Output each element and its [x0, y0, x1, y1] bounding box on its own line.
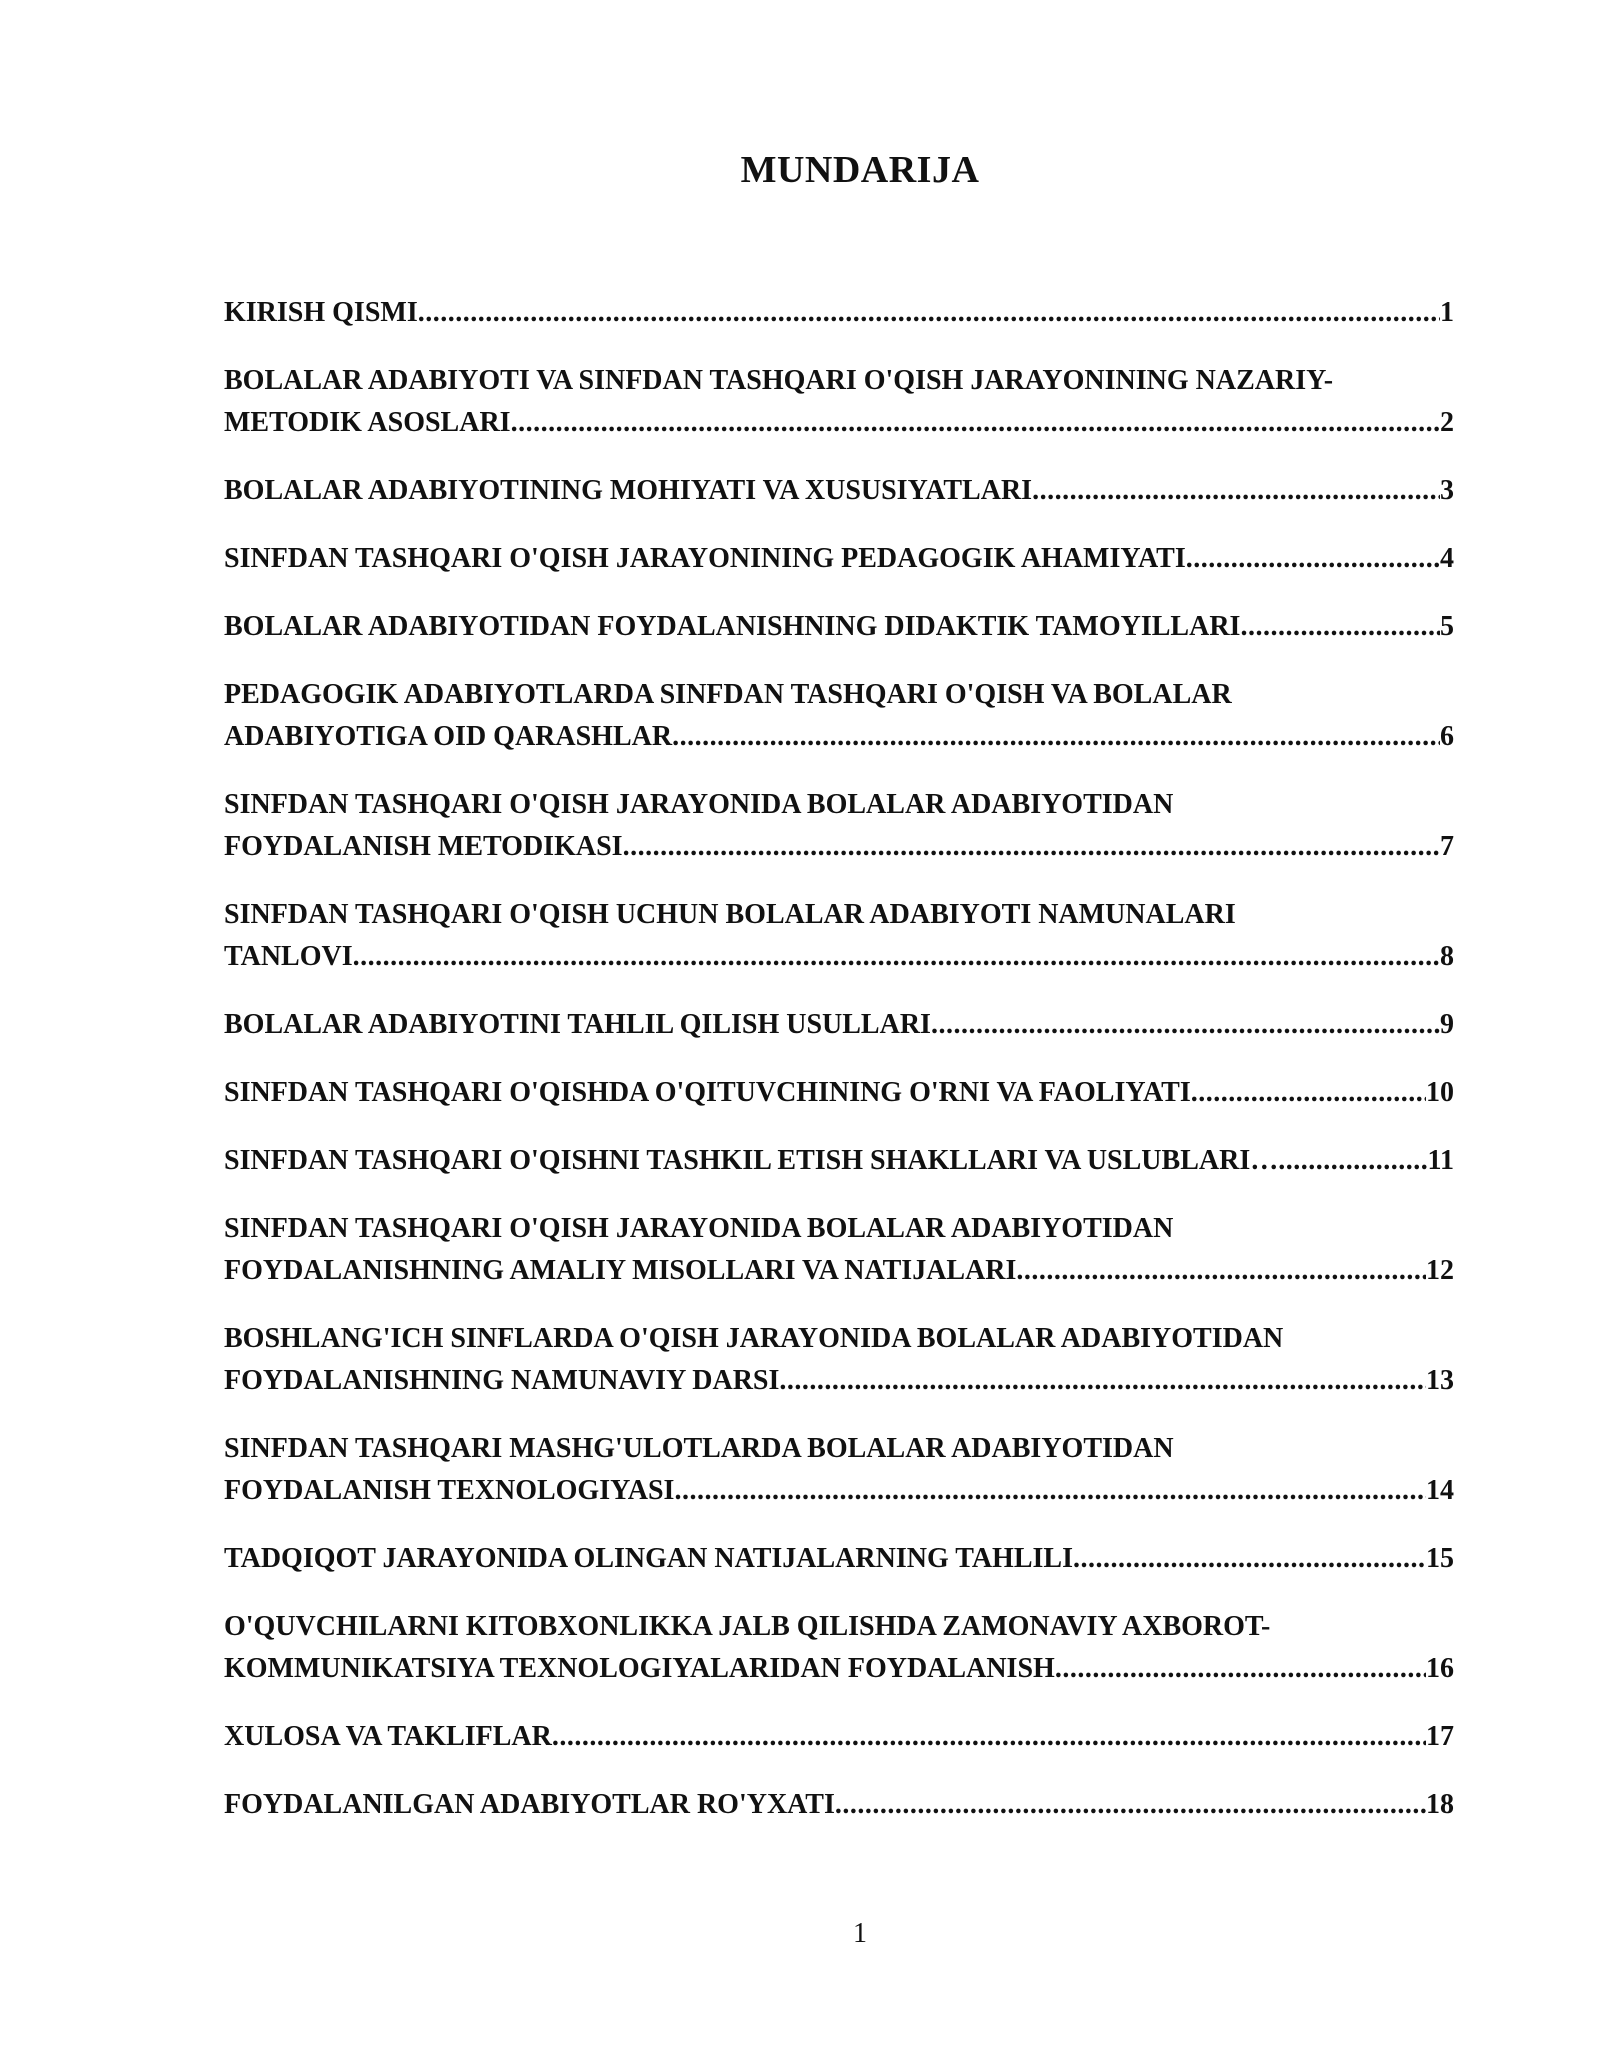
toc-page-number: 13 [1426, 1365, 1454, 1396]
toc-entry-line [224, 1072, 1454, 1114]
toc-entry-line [224, 936, 1454, 978]
toc-entry-title: BOLALAR ADABIYOTIDAN FOYDALANISHNING DIDAKTIK TAMOYILLARI [224, 611, 1241, 642]
toc-page-number: 1 [1440, 297, 1454, 328]
toc-dot-leader [623, 826, 1440, 868]
toc-entry-title: SINFDAN TASHQARI O'QISHNI TASHKIL ETISH SHAKLLARI VA USLUBLARI… [224, 1145, 1279, 1176]
toc-entry-title: SINFDAN TASHQARI O'QISHDA O'QITUVCHINING O'RNI VA FAOLIYATI [224, 1077, 1191, 1108]
toc-entry[interactable] [224, 1784, 1454, 1826]
toc-page-number: 12 [1426, 1255, 1454, 1286]
toc-entry[interactable] [224, 1428, 1454, 1512]
toc-page-number: 8 [1440, 941, 1454, 972]
toc-entry-line [224, 1538, 1454, 1580]
toc-entry-title: TADQIQOT JARAYONIDA OLINGAN NATIJALARNING TAHLILI [224, 1543, 1073, 1574]
toc-dot-leader [1186, 538, 1440, 580]
toc-entry-line [224, 538, 1454, 580]
toc-entry-title: BOLALAR ADABIYOTINI TAHLIL QILISH USULLARI [224, 1009, 931, 1040]
toc-page-number: 18 [1426, 1789, 1454, 1820]
toc-dot-leader [779, 1360, 1426, 1402]
toc-entry-title: FOYDALANISH METODIKASI [224, 831, 623, 862]
toc-dot-leader [1055, 1648, 1426, 1690]
toc-entry[interactable] [224, 674, 1454, 758]
toc-dot-leader [835, 1784, 1426, 1826]
toc-entry[interactable] [224, 1538, 1454, 1580]
toc-entry[interactable] [224, 1208, 1454, 1292]
toc-entry[interactable] [224, 1072, 1454, 1114]
toc-entry[interactable] [224, 894, 1454, 978]
toc-dot-leader [511, 402, 1440, 444]
toc-entry[interactable] [224, 606, 1454, 648]
toc-page-number: 4 [1440, 543, 1454, 574]
toc-entry-title-start: SINFDAN TASHQARI O'QISH JARAYONIDA BOLALAR ADABIYOTIDAN [224, 1213, 1174, 1244]
toc-entry-line [224, 1140, 1454, 1182]
toc-dot-leader [1240, 606, 1440, 648]
toc-entry-line [224, 470, 1454, 512]
toc-entry-line [224, 606, 1454, 648]
toc-page-number: 6 [1440, 721, 1454, 752]
toc-entry-title: ADABIYOTIGA OID QARASHLAR [224, 721, 673, 752]
toc-entry-line [224, 1004, 1454, 1046]
toc-page-number: 7 [1440, 831, 1454, 862]
toc-page-number: 11 [1427, 1145, 1454, 1176]
table-of-contents [224, 292, 1454, 1852]
toc-entry[interactable] [224, 1004, 1454, 1046]
toc-entry-line [224, 1784, 1454, 1826]
toc-entry-title-start: BOLALAR ADABIYOTI VA SINFDAN TASHQARI O'QISH JARAYONINING NAZARIY- [224, 365, 1334, 396]
toc-entry[interactable] [224, 292, 1454, 334]
toc-entry-title: KOMMUNIKATSIYA TEXNOLOGIYALARIDAN FOYDALANISH [224, 1653, 1055, 1684]
toc-entry[interactable] [224, 538, 1454, 580]
toc-dot-leader [931, 1004, 1440, 1046]
toc-entry[interactable] [224, 1606, 1454, 1690]
toc-entry[interactable] [224, 470, 1454, 512]
toc-entry-line [224, 826, 1454, 868]
toc-page-number: 15 [1426, 1543, 1454, 1574]
toc-entry-title-start: O'QUVCHILARNI KITOBXONLIKKA JALB QILISHDA ZAMONAVIY AXBOROT- [224, 1611, 1271, 1642]
toc-entry-title-start: SINFDAN TASHQARI O'QISH JARAYONIDA BOLALAR ADABIYOTIDAN [224, 789, 1174, 820]
toc-entry-title: FOYDALANISHNING AMALIY MISOLLARI VA NATIJALARI [224, 1255, 1017, 1286]
toc-entry-title: KIRISH QISMI [224, 297, 418, 328]
toc-entry-title: FOYDALANISHNING NAMUNAVIY DARSI [224, 1365, 780, 1396]
toc-entry-title-start: SINFDAN TASHQARI O'QISH UCHUN BOLALAR ADABIYOTI NAMUNALARI [224, 899, 1236, 930]
toc-dot-leader [672, 716, 1440, 758]
toc-page-number: 5 [1440, 611, 1454, 642]
toc-dot-leader [1278, 1140, 1427, 1182]
toc-dot-leader [1191, 1072, 1426, 1114]
toc-page-number: 14 [1426, 1475, 1454, 1506]
toc-page-number: 2 [1440, 407, 1454, 438]
toc-entry-line [224, 1250, 1454, 1292]
toc-page-number: 17 [1426, 1721, 1454, 1752]
toc-entry-line [224, 1470, 1454, 1512]
toc-dot-leader [1073, 1538, 1426, 1580]
toc-entry-title: XULOSA VA TAKLIFLAR [224, 1721, 552, 1752]
toc-page-number: 9 [1440, 1009, 1454, 1040]
toc-entry[interactable] [224, 360, 1454, 444]
toc-entry-line [224, 1716, 1454, 1758]
toc-page-number: 16 [1426, 1653, 1454, 1684]
page-title: MUNDARIJA [740, 149, 980, 191]
toc-entry-title: SINFDAN TASHQARI O'QISH JARAYONINING PEDAGOGIK AHAMIYATI [224, 543, 1186, 574]
toc-entry-title: TANLOVI [224, 941, 353, 972]
toc-entry-line [224, 1648, 1454, 1690]
toc-dot-leader [353, 936, 1440, 978]
page-number: 1 [853, 1918, 867, 1949]
toc-entry-line [224, 1360, 1454, 1402]
toc-dot-leader [418, 292, 1440, 334]
toc-entry[interactable] [224, 1716, 1454, 1758]
toc-entry[interactable] [224, 784, 1454, 868]
toc-entry-title-start: SINFDAN TASHQARI MASHG'ULOTLARDA BOLALAR ADABIYOTIDAN [224, 1433, 1174, 1464]
toc-entry[interactable] [224, 1318, 1454, 1402]
toc-page-number: 10 [1426, 1077, 1454, 1108]
toc-entry-title: FOYDALANILGAN ADABIYOTLAR RO'YXATI [224, 1789, 835, 1820]
toc-page-number: 3 [1440, 475, 1454, 506]
toc-entry-title-start: BOSHLANG'ICH SINFLARDA O'QISH JARAYONIDA BOLALAR ADABIYOTIDAN [224, 1323, 1284, 1354]
toc-entry-title: METODIK ASOSLARI [224, 407, 511, 438]
toc-entry[interactable] [224, 1140, 1454, 1182]
toc-dot-leader [1032, 470, 1440, 512]
toc-entry-line [224, 292, 1454, 334]
toc-entry-title: BOLALAR ADABIYOTINING MOHIYATI VA XUSUSIYATLARI [224, 475, 1033, 506]
toc-entry-line [224, 716, 1454, 758]
toc-entry-line [224, 402, 1454, 444]
toc-entry-title-start: PEDAGOGIK ADABIYOTLARDA SINFDAN TASHQARI O'QISH VA BOLALAR [224, 679, 1232, 710]
toc-dot-leader [674, 1470, 1426, 1512]
toc-dot-leader [1016, 1250, 1426, 1292]
toc-dot-leader [552, 1716, 1426, 1758]
toc-entry-title: FOYDALANISH TEXNOLOGIYASI [224, 1475, 675, 1506]
